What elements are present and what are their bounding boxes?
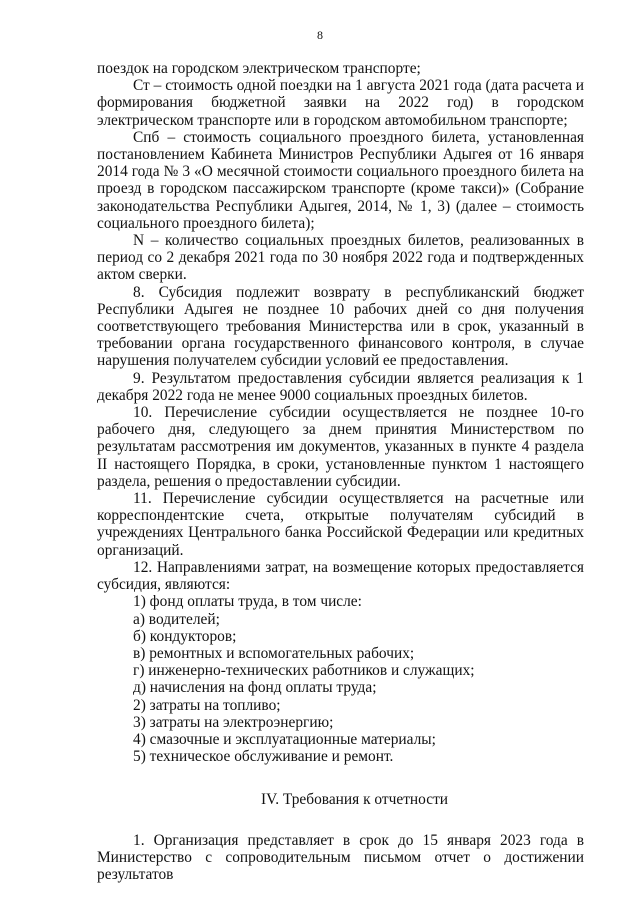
list-item: б) кондукторов; [133, 627, 237, 645]
paragraph-section-iv-1: 1. Организация представляет в срок до 15 января 2023 года в Министерство с сопроводительным письмом отчет о достижении результатов [97, 831, 584, 883]
paragraph-n-definition: N – количество социальных проездных билетов, реализованных в период со 2 декабря 2021 года по 30 ноября 2022 года и подтвержденных актом сверки. [97, 232, 584, 284]
list-item: 3) затраты на электроэнергию; [133, 713, 334, 731]
paragraph-12: 12. Направлениями затрат, на возмещение которых предоставляется субсидия, являются: [97, 558, 584, 594]
list-item: 2) затраты на топливо; [133, 696, 281, 714]
paragraph-11: 11. Перечисление субсидии осуществляется на расчетные или корреспондентские счета, открытые получателям субсидий в учреждениях Центрального банка Российской Федерации или кредитных организаций. [97, 490, 584, 559]
paragraph-ct-definition: Ст – стоимость одной поездки на 1 августа 2021 года (дата расчета и формирования бюджетной заявки на 2022 год) в городском электрическом транспорте или в городском автомобильном транспорте; [97, 77, 584, 129]
document-body [97, 60, 584, 883]
expense-list [97, 593, 584, 765]
paragraph-spb-definition: Спб – стоимость социального проездного билета, установленная постановлением Кабинета Министров Республики Адыгея от 16 января 2014 года № 3 «О месячной стоимости социального проездного билета на проезд в городском пассажирском транспорте (кроме такси)» (Собрание законодательства Республики Адыгея, 2014, № 1, 3) (далее – стоимость социального проездного билета); [97, 128, 584, 232]
section-heading: IV. Требования к отчетности [260, 791, 449, 809]
list-item: 4) смазочные и эксплуатационные материалы; [133, 730, 436, 748]
list-item: 5) техническое обслуживание и ремонт. [133, 748, 394, 766]
paragraph-8: 8. Субсидия подлежит возврату в республиканский бюджет Республики Адыгея не позднее 10 рабочих дней со дня получения соответствующего требования Министерства или в срок, указанный в требовании органа государственного финансового контроля, в случае нарушения получателем субсидии условий ее предоставления. [97, 283, 584, 370]
list-item: д) начисления на фонд оплаты труда; [133, 679, 377, 697]
paragraph-continuation: поездок на городском электрическом транспорте; [97, 60, 421, 77]
paragraph-9: 9. Результатом предоставления субсидии является реализация к 1 декабря 2022 года не менее 9000 социальных проездных билетов. [97, 369, 584, 404]
list-item: г) инженерно-технических работников и служащих; [133, 662, 475, 680]
list-item: в) ремонтных и вспомогательных рабочих; [133, 644, 415, 662]
page-number: 8 [317, 28, 323, 42]
list-item: 1) фонд оплаты труда, в том числе: [133, 593, 362, 611]
paragraph-10: 10. Перечисление субсидии осуществляется не позднее 10-го рабочего дня, следующего за днем принятия Министерством по результатам рассмотрения им документов, указанных в пункте 4 раздела II настоящего Порядка, в сроки, установленные пунктом 1 настоящего раздела, решения о предоставлении субсидии. [97, 404, 584, 490]
list-item: а) водителей; [133, 610, 220, 628]
